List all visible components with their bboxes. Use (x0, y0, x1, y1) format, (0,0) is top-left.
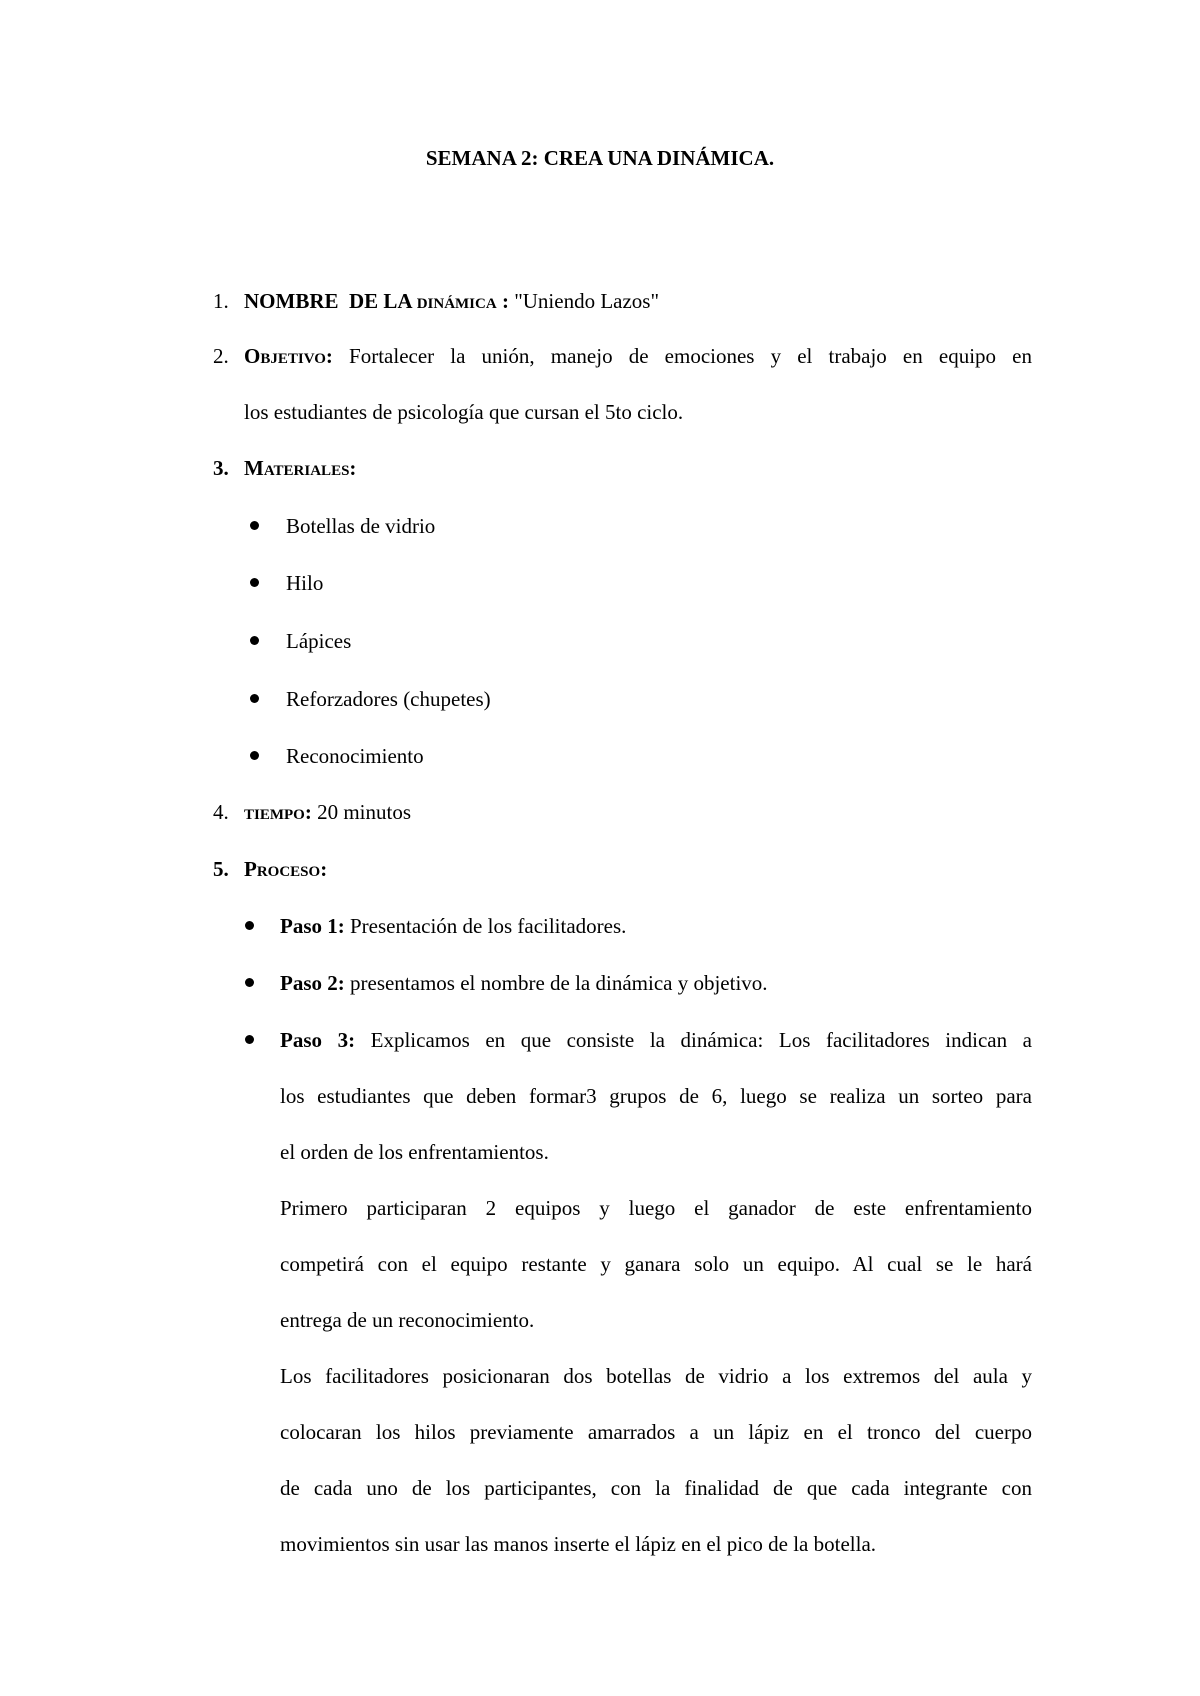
bullet-icon (245, 921, 254, 930)
paso-2-text: presentamos el nombre de la dinámica y objetivo. (344, 971, 768, 995)
materiales-label-small: ATERIALES (263, 463, 350, 479)
material-item: Reconocimiento (286, 744, 424, 768)
proceso-label-colon: : (320, 857, 328, 881)
paso-3-line: los estudiantes que deben formar3 grupos de 6, luego se realiza un sorteo para (280, 1084, 1032, 1108)
paso-1-label: Paso 1: (280, 914, 345, 938)
paso-1 (280, 911, 626, 941)
objetivo-label-colon: : (325, 344, 333, 368)
section-objetivo-line1 (244, 341, 1032, 374)
paso-3-line: Primero participaran 2 equipos y luego el ganador de este enfrentamiento (280, 1196, 1032, 1220)
section-number-tiempo: 4. (213, 800, 229, 824)
paso-3-line: el orden de los enfrentamientos. (280, 1140, 549, 1164)
paso-3-line: colocaran los hilos previamente amarrados a un lápiz en el tronco del cuerpo (280, 1420, 1032, 1444)
proceso-label-cap: P (244, 857, 257, 881)
tiempo-label-colon: : (304, 800, 312, 824)
paso-2 (280, 968, 768, 998)
section-number-materiales: 3. (213, 456, 229, 480)
bullet-icon (250, 521, 259, 530)
paso-3-line (280, 1025, 1032, 1055)
bullet-icon (250, 636, 259, 645)
section-proceso (244, 854, 327, 887)
material-item: Hilo (286, 571, 324, 595)
nombre-value: "Uniendo Lazos" (514, 289, 660, 313)
nombre-label-sep: : (496, 289, 515, 313)
paso-3-line: movimientos sin usar las manos inserte el lápiz en el pico de la botella. (280, 1532, 877, 1556)
nombre-label-part1: NOMBRE DE LA (244, 289, 417, 313)
proceso-label-small: ROCESO (256, 864, 321, 880)
material-item: Reforzadores (chupetes) (286, 687, 491, 711)
paso-2-label: Paso 2: (280, 971, 345, 995)
tiempo-label-small: TIEMPO (244, 807, 305, 823)
paso-3-line: entrega de un reconocimiento. (280, 1308, 535, 1332)
section-number-proceso: 5. (213, 857, 229, 881)
paso-3-line: de cada uno de los participantes, con la finalidad de que cada integrante con (280, 1476, 1032, 1500)
paso-3-line: competirá con el equipo restante y ganara solo un equipo. Al cual se le hará (280, 1252, 1032, 1276)
bullet-icon (250, 578, 259, 587)
section-tiempo (244, 797, 411, 830)
objetivo-text-line1: Fortalecer la unión, manejo de emociones y el trabajo en equipo en (332, 344, 1032, 368)
objetivo-label-small: BJETIVO (260, 351, 326, 367)
objetivo-text-line2: los estudiantes de psicología que cursan el 5to ciclo. (244, 400, 684, 424)
section-number-nombre: 1. (213, 289, 229, 313)
section-nombre (244, 286, 659, 319)
paso-1-text: Presentación de los facilitadores. (344, 914, 627, 938)
section-number-objetivo: 2. (213, 344, 229, 368)
paso-3-text: Explicamos en que consiste la dinámica: Los facilitadores indican a (355, 1028, 1032, 1052)
bullet-icon (245, 978, 254, 987)
paso-3-label: Paso 3: (280, 1028, 356, 1052)
material-item: Botellas de vidrio (286, 514, 436, 538)
document-title: SEMANA 2: CREA UNA DINÁMICA. (425, 146, 775, 170)
materiales-label-colon: : (349, 456, 357, 480)
objetivo-label-cap: O (244, 344, 261, 368)
paso-3-line: Los facilitadores posicionaran dos botellas de vidrio a los extremos del aula y (280, 1364, 1032, 1388)
bullet-icon (250, 694, 259, 703)
material-item: Lápices (286, 629, 352, 653)
nombre-label-part2: DINÁMICA (416, 296, 497, 312)
materiales-label-cap: M (244, 456, 264, 480)
tiempo-value: 20 minutos (311, 800, 412, 824)
bullet-icon (245, 1035, 254, 1044)
section-materiales (244, 453, 356, 486)
bullet-icon (250, 751, 259, 760)
